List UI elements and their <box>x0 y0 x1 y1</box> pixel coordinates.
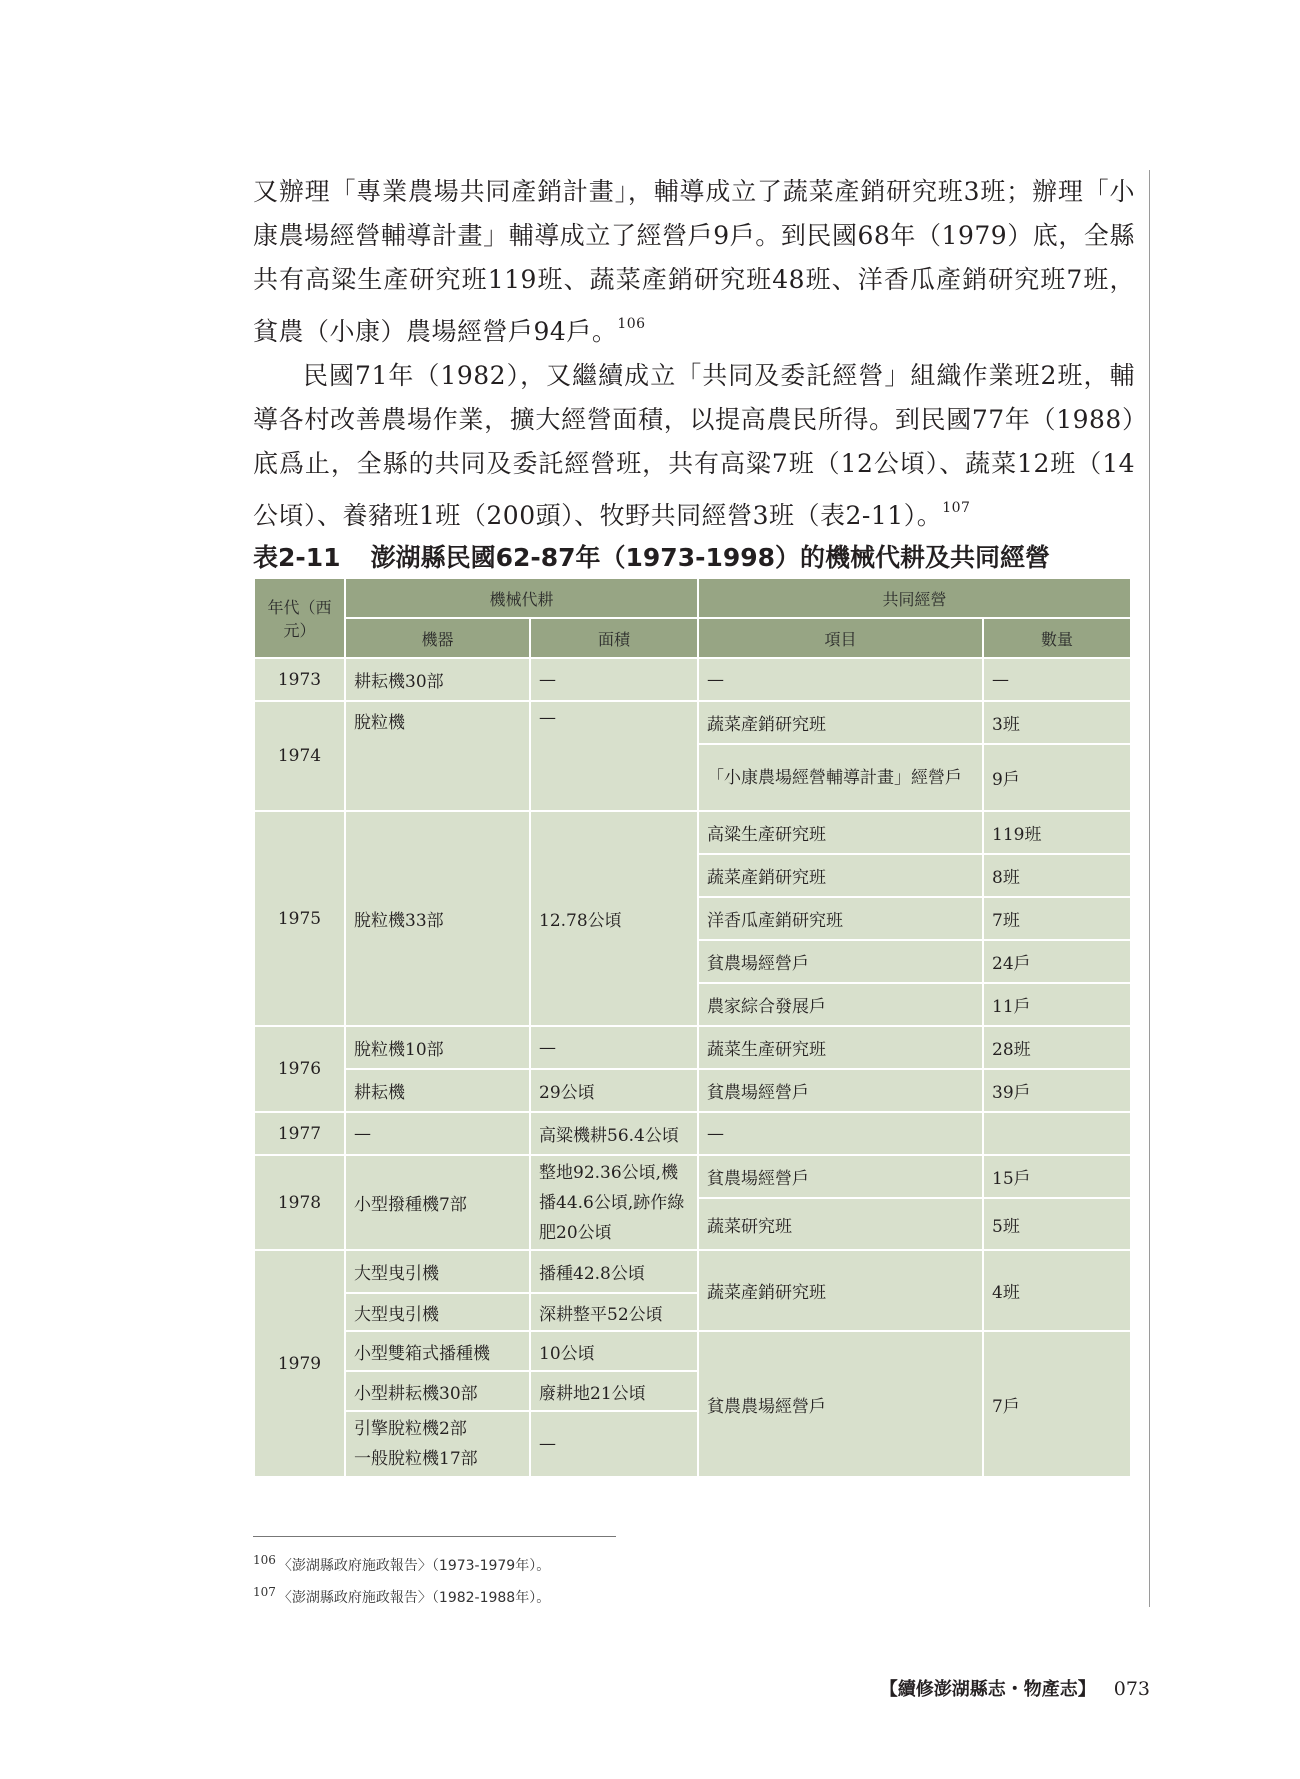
machine-cell: 大型曳引機 <box>345 1293 530 1331</box>
header-machine: 機器 <box>345 618 530 658</box>
machine-cell: 小型雙箱式播種機 <box>345 1331 530 1371</box>
header-quantity: 數量 <box>983 618 1131 658</box>
area-cell: 29公頃 <box>530 1069 698 1112</box>
footnote-divider <box>253 1536 616 1537</box>
quantity-cell: 8班 <box>983 854 1131 897</box>
quantity-cell: 4班 <box>983 1250 1131 1331</box>
header-area: 面積 <box>530 618 698 658</box>
body-text <box>253 170 1135 538</box>
item-cell: 蔬菜產銷研究班 <box>698 854 983 897</box>
quantity-cell: 39戶 <box>983 1069 1131 1112</box>
area-cell: — <box>530 1411 698 1477</box>
year-cell: 1975 <box>254 811 345 1026</box>
paragraph-1: 又辦理「專業農場共同產銷計畫」，輔導成立了蔬菜產銷研究班3班；辦理「小康農場經營輔導計畫」輔導成立了經營戶9戶。到民國68年（1979）底，全縣共有高粱生產研究班119班、蔬菜產銷研究班48班、洋香瓜產銷研究班7班，貧農（小康）農場經營戶94戶。$^{106}$ <box>253 177 1135 346</box>
quantity-cell <box>983 1112 1131 1155</box>
item-cell: — <box>698 658 983 701</box>
area-cell: 高粱機耕56.4公頃 <box>530 1112 698 1155</box>
paragraph-2: 民國71年（1982），又繼續成立「共同及委託經營」組織作業班2班，輔導各村改善農場作業，擴大經營面積，以提高農民所得。到民國77年（1988）底爲止，全縣的共同及委託經營班，共有高粱7班（12公頃）、蔬菜12班（14公頃）、養豬班1班（200頭）、牧野共同經營3班（表2-11）。$^{107}$ <box>253 361 1135 530</box>
machine-line: 引擎脫粒機2部 <box>354 1419 467 1439</box>
item-cell: 貧農場經營戶 <box>698 1069 983 1112</box>
page-number: 073 <box>1113 1678 1150 1700</box>
table-row <box>254 1069 1131 1112</box>
footnote-ref-106[interactable]: 106 <box>617 316 646 332</box>
quantity-cell: 11戶 <box>983 983 1131 1026</box>
item-cell: 蔬菜產銷研究班 <box>698 1250 983 1331</box>
table-subheader-row <box>254 618 1131 658</box>
quantity-cell: 24戶 <box>983 940 1131 983</box>
quantity-cell: 5班 <box>983 1198 1131 1250</box>
area-cell: 12.78公頃 <box>530 811 698 1026</box>
header-machinery: 機械代耕 <box>345 578 698 618</box>
quantity-cell: 7班 <box>983 897 1131 940</box>
table-number: 表2-11 <box>253 543 341 572</box>
year-cell: 1976 <box>254 1026 345 1112</box>
table-row <box>254 658 1131 701</box>
table-row <box>254 1112 1131 1155</box>
item-cell: 蔬菜產銷研究班 <box>698 701 983 744</box>
machine-line: 一般脫粒機17部 <box>354 1449 478 1469</box>
footnote-106: $^{106}$ 〈澎湖縣政府施政報告〉（1973-1979年）。 <box>253 1553 551 1574</box>
year-cell: 1973 <box>254 658 345 701</box>
quantity-cell: 9戶 <box>983 744 1131 811</box>
item-cell: 貧農農場經營戶 <box>698 1331 983 1477</box>
running-footer <box>880 1675 1150 1701</box>
footnote-107: $^{107}$ 〈澎湖縣政府施政報告〉（1982-1988年）。 <box>253 1585 551 1606</box>
quantity-cell: 119班 <box>983 811 1131 854</box>
item-cell: — <box>698 1112 983 1155</box>
table-row <box>254 1331 1131 1371</box>
table-caption: 澎湖縣民國62-87年（1973-1998）的機械代耕及共同經營 <box>370 543 1051 572</box>
quantity-cell: — <box>983 658 1131 701</box>
book-title: 【續修澎湖縣志・物產志】 <box>879 1679 1096 1700</box>
year-cell: 1979 <box>254 1250 345 1477</box>
quantity-cell: 28班 <box>983 1026 1131 1069</box>
area-cell: 深耕整平52公頃 <box>530 1293 698 1331</box>
quantity-cell: 3班 <box>983 701 1131 744</box>
table-row <box>254 811 1131 854</box>
header-cooperative: 共同經營 <box>698 578 1131 618</box>
table-row <box>254 1155 1131 1198</box>
machine-cell: 脫粒機10部 <box>345 1026 530 1069</box>
item-cell: 貧農場經營戶 <box>698 940 983 983</box>
year-cell: 1974 <box>254 701 345 811</box>
table-row <box>254 1026 1131 1069</box>
data-table <box>253 577 1132 1478</box>
table-header-row <box>254 578 1131 618</box>
machine-cell: 脫粒機33部 <box>345 811 530 1026</box>
machine-cell: 小型撥種機7部 <box>345 1155 530 1250</box>
area-cell: — <box>530 701 698 811</box>
table-title <box>253 538 1133 574</box>
item-cell: 洋香瓜產銷研究班 <box>698 897 983 940</box>
item-cell: 農家綜合發展戶 <box>698 983 983 1026</box>
year-cell: 1977 <box>254 1112 345 1155</box>
table-row <box>254 1250 1131 1293</box>
quantity-cell: 15戶 <box>983 1155 1131 1198</box>
header-year: 年代（西元） <box>254 578 345 658</box>
area-cell: — <box>530 658 698 701</box>
table-row <box>254 701 1131 744</box>
page-margin-rule <box>1149 170 1150 1607</box>
quantity-cell: 7戶 <box>983 1331 1131 1477</box>
machine-cell <box>345 1411 530 1477</box>
item-cell: 「小康農場經營輔導計畫」經營戶 <box>698 744 983 811</box>
area-cell: 整地92.36公頃,機播44.6公頃,跡作綠肥20公頃 <box>530 1155 698 1250</box>
year-cell: 1978 <box>254 1155 345 1250</box>
item-cell: 蔬菜生產研究班 <box>698 1026 983 1069</box>
machine-cell: 大型曳引機 <box>345 1250 530 1293</box>
machine-cell: 耕耘機 <box>345 1069 530 1112</box>
machine-cell: 小型耕耘機30部 <box>345 1371 530 1411</box>
item-cell: 蔬菜研究班 <box>698 1198 983 1250</box>
footnote-ref-107[interactable]: 107 <box>942 500 971 516</box>
area-cell: — <box>530 1026 698 1069</box>
area-cell: 10公頃 <box>530 1331 698 1371</box>
item-cell: 高粱生產研究班 <box>698 811 983 854</box>
item-cell: 貧農場經營戶 <box>698 1155 983 1198</box>
machine-cell: 耕耘機30部 <box>345 658 530 701</box>
area-cell: 播種42.8公頃 <box>530 1250 698 1293</box>
header-item: 項目 <box>698 618 983 658</box>
machine-cell: — <box>345 1112 530 1155</box>
machine-cell: 脫粒機 <box>345 701 530 811</box>
footnotes <box>253 1547 550 1611</box>
area-cell: 廢耕地21公頃 <box>530 1371 698 1411</box>
